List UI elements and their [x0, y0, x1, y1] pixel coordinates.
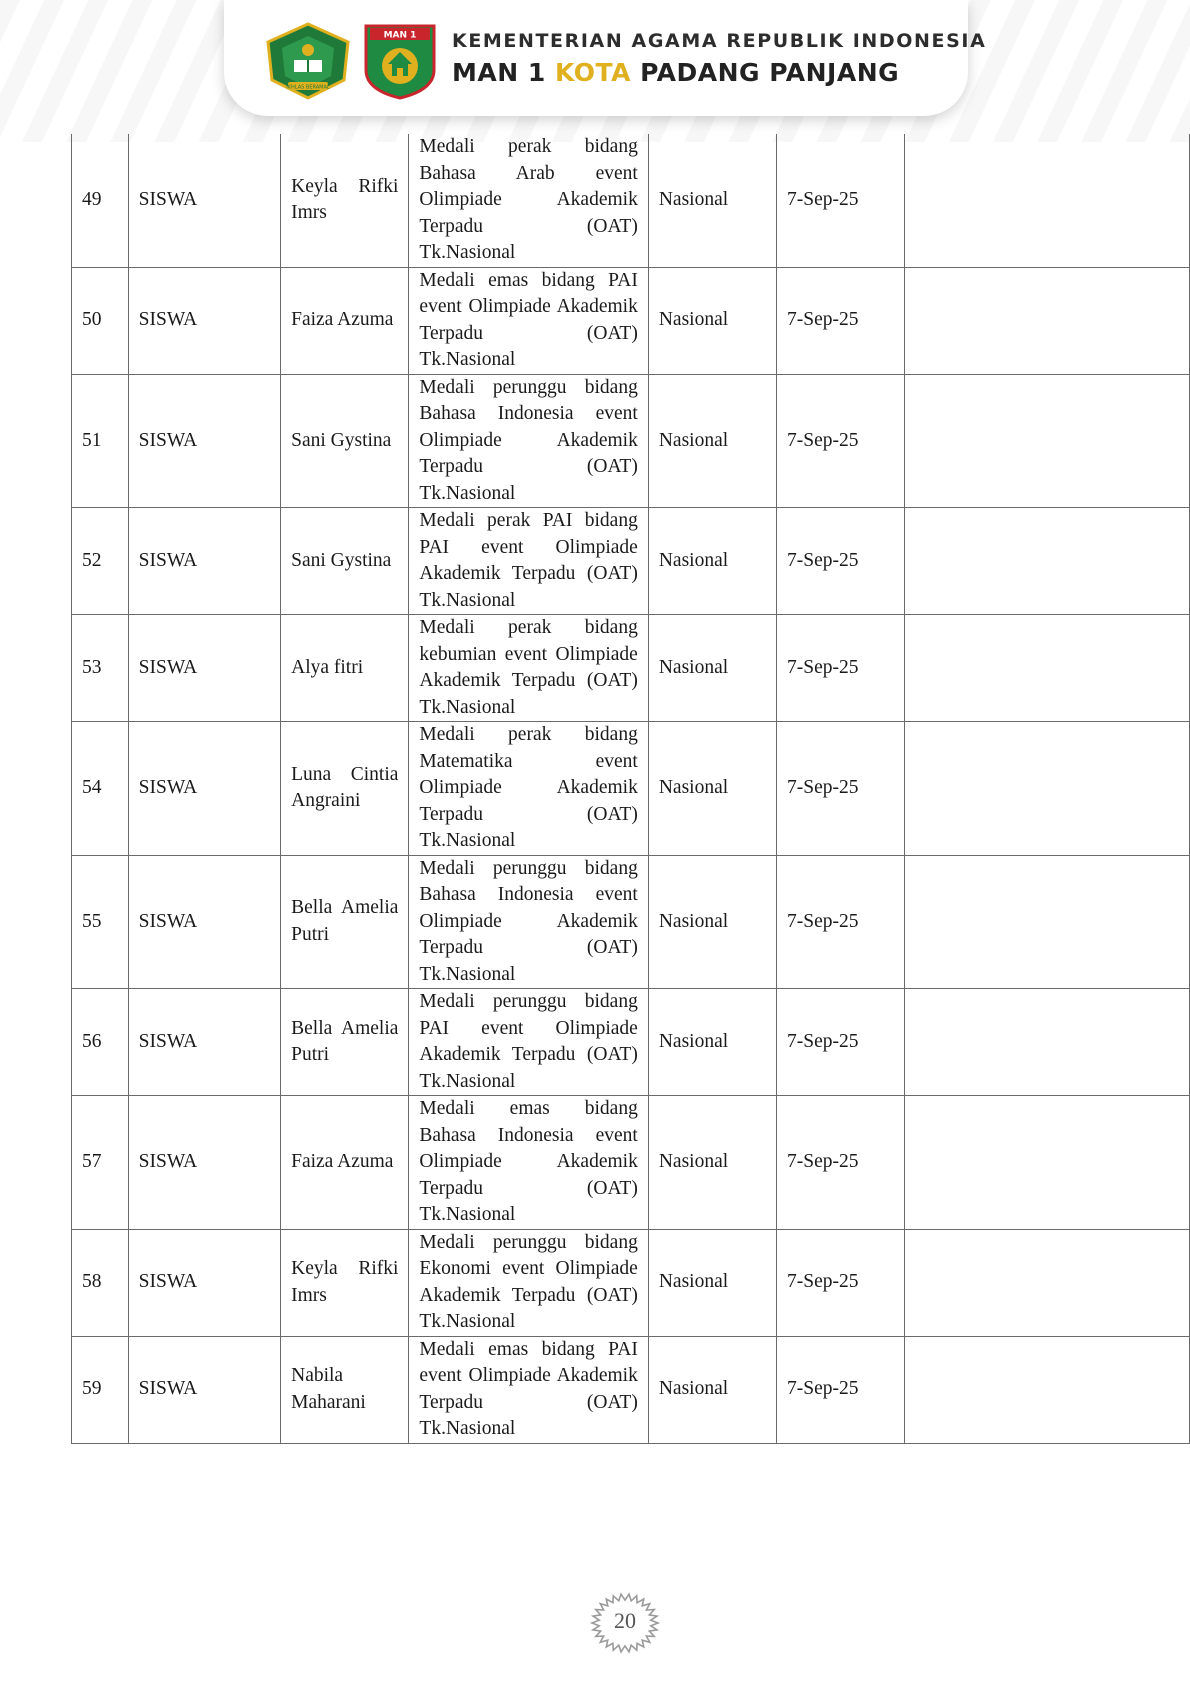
kemenag-logo-icon: [264, 22, 352, 100]
row-name: Bella Amelia Putri: [281, 855, 409, 989]
row-empty-cell: [904, 615, 1189, 722]
table-row: [72, 1229, 1190, 1336]
row-number: 55: [72, 855, 129, 989]
row-category: SISWA: [128, 1336, 280, 1443]
row-name: Sani Gystina: [281, 374, 409, 508]
row-level: Nasional: [648, 722, 776, 856]
row-category: SISWA: [128, 374, 280, 508]
row-date: 7-Sep-25: [777, 615, 905, 722]
row-description: Medali perak bidang kebumian event Olimpiade Akademik Terpadu (OAT) Tk.Nasional: [409, 615, 648, 722]
row-date: 7-Sep-25: [777, 374, 905, 508]
table-row: [72, 722, 1190, 856]
row-date: 7-Sep-25: [777, 1096, 905, 1230]
row-name: Bella Amelia Putri: [281, 989, 409, 1096]
svg-text:IKHLAS BERAMAL: IKHLAS BERAMAL: [286, 84, 330, 91]
row-level: Nasional: [648, 855, 776, 989]
row-description: Medali emas bidang PAI event Olimpiade Akademik Terpadu (OAT) Tk.Nasional: [409, 1336, 648, 1443]
row-name: Faiza Azuma: [281, 267, 409, 374]
row-category: SISWA: [128, 508, 280, 615]
row-description: Medali perunggu bidang Bahasa Indonesia event Olimpiade Akademik Terpadu (OAT) Tk.Nasional: [409, 855, 648, 989]
table-row: [72, 855, 1190, 989]
row-name: Nabila Maharani: [281, 1336, 409, 1443]
row-category: SISWA: [128, 1096, 280, 1230]
row-date: 7-Sep-25: [777, 1229, 905, 1336]
row-empty-cell: [904, 989, 1189, 1096]
row-level: Nasional: [648, 1336, 776, 1443]
table-row: [72, 508, 1190, 615]
row-number: 51: [72, 374, 129, 508]
row-category: SISWA: [128, 1229, 280, 1336]
table-row: [72, 267, 1190, 374]
letterhead-text: [452, 30, 986, 87]
row-number: 56: [72, 989, 129, 1096]
row-level: Nasional: [648, 134, 776, 267]
row-description: Medali perak PAI bidang PAI event Olimpiade Akademik Terpadu (OAT) Tk.Nasional: [409, 508, 648, 615]
row-number: 54: [72, 722, 129, 856]
row-name: Alya fitri: [281, 615, 409, 722]
table-row: [72, 989, 1190, 1096]
row-name: Sani Gystina: [281, 508, 409, 615]
row-date: 7-Sep-25: [777, 1336, 905, 1443]
table-row: [72, 134, 1190, 267]
svg-text:MAN 1: MAN 1: [383, 30, 417, 41]
row-name: Keyla Rifki Imrs: [281, 134, 409, 267]
row-date: 7-Sep-25: [777, 855, 905, 989]
row-number: 49: [72, 134, 129, 267]
row-number: 52: [72, 508, 129, 615]
row-empty-cell: [904, 722, 1189, 856]
row-level: Nasional: [648, 989, 776, 1096]
row-date: 7-Sep-25: [777, 722, 905, 856]
page-number-badge: [576, 1588, 674, 1658]
row-date: 7-Sep-25: [777, 508, 905, 615]
ministry-name: KEMENTERIAN AGAMA REPUBLIK INDONESIA: [452, 30, 987, 52]
row-level: Nasional: [648, 374, 776, 508]
row-empty-cell: [904, 134, 1189, 267]
achievement-table: [71, 134, 1190, 1444]
row-name: Luna Cintia Angraini: [281, 722, 409, 856]
row-category: SISWA: [128, 267, 280, 374]
achievement-table-body: [72, 134, 1190, 1443]
row-empty-cell: [904, 374, 1189, 508]
row-name: Keyla Rifki Imrs: [281, 1229, 409, 1336]
row-description: Medali perunggu bidang PAI event Olimpiade Akademik Terpadu (OAT) Tk.Nasional: [409, 989, 648, 1096]
row-empty-cell: [904, 1336, 1189, 1443]
row-number: 58: [72, 1229, 129, 1336]
row-number: 59: [72, 1336, 129, 1443]
row-date: 7-Sep-25: [777, 267, 905, 374]
row-category: SISWA: [128, 722, 280, 856]
row-level: Nasional: [648, 508, 776, 615]
table-row: [72, 374, 1190, 508]
table-row: [72, 1096, 1190, 1230]
row-empty-cell: [904, 267, 1189, 374]
row-level: Nasional: [648, 1229, 776, 1336]
row-category: SISWA: [128, 989, 280, 1096]
row-date: 7-Sep-25: [777, 134, 905, 267]
table-row: [72, 615, 1190, 722]
row-empty-cell: [904, 1096, 1189, 1230]
row-empty-cell: [904, 508, 1189, 615]
table-row: [72, 1336, 1190, 1443]
row-category: SISWA: [128, 615, 280, 722]
row-category: SISWA: [128, 134, 280, 267]
row-description: Medali emas bidang Bahasa Indonesia event Olimpiade Akademik Terpadu (OAT) Tk.Nasional: [409, 1096, 648, 1230]
row-description: Medali perunggu bidang Bahasa Indonesia event Olimpiade Akademik Terpadu (OAT) Tk.Nasional: [409, 374, 648, 508]
letterhead: [224, 0, 987, 116]
row-empty-cell: [904, 1229, 1189, 1336]
row-level: Nasional: [648, 1096, 776, 1230]
row-description: Medali perak bidang Bahasa Arab event Olimpiade Akademik Terpadu (OAT) Tk.Nasional: [409, 134, 648, 267]
row-description: Medali emas bidang PAI event Olimpiade Akademik Terpadu (OAT) Tk.Nasional: [409, 267, 648, 374]
row-date: 7-Sep-25: [777, 989, 905, 1096]
row-description: Medali perunggu bidang Ekonomi event Olimpiade Akademik Terpadu (OAT) Tk.Nasional: [409, 1229, 648, 1336]
row-number: 53: [72, 615, 129, 722]
row-number: 50: [72, 267, 129, 374]
school-name: MAN 1 KOTA PADANG PANJANG: [452, 58, 900, 87]
man-logo-icon: [362, 22, 438, 100]
row-description: Medali perak bidang Matematika event Olimpiade Akademik Terpadu (OAT) Tk.Nasional: [409, 722, 648, 856]
row-category: SISWA: [128, 855, 280, 989]
page-number: 20: [614, 1608, 636, 1633]
row-number: 57: [72, 1096, 129, 1230]
row-level: Nasional: [648, 615, 776, 722]
row-name: Faiza Azuma: [281, 1096, 409, 1230]
row-level: Nasional: [648, 267, 776, 374]
row-empty-cell: [904, 855, 1189, 989]
